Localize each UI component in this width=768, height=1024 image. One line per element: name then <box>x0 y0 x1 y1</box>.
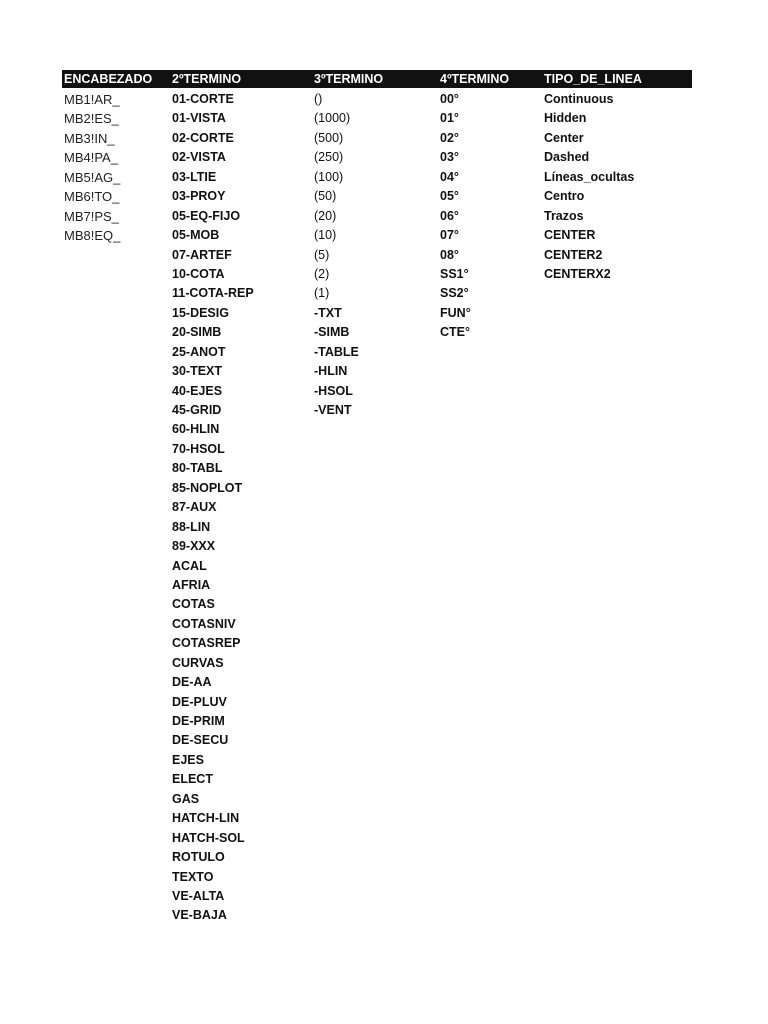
table-cell[interactable]: 02-CORTE <box>172 130 234 145</box>
table-cell[interactable]: 03-LTIE <box>172 169 217 184</box>
table-cell[interactable]: 10-COTA <box>172 266 225 281</box>
table-cell[interactable]: 07° <box>440 228 459 243</box>
table-cell[interactable]: 07-ARTEF <box>172 247 232 262</box>
table-cell[interactable]: MB3!IN_ <box>64 130 115 146</box>
table-cell[interactable]: Hidden <box>544 111 587 126</box>
table-cell[interactable]: 40-EJES <box>172 383 223 398</box>
column-tipo-de-linea <box>544 90 634 284</box>
table-cell[interactable]: 89-XXX <box>172 539 216 554</box>
table-cell[interactable]: 03° <box>440 150 459 165</box>
table-cell[interactable]: 00° <box>440 92 459 106</box>
column-4-termino <box>440 90 471 343</box>
table-cell[interactable]: (1) <box>314 286 330 301</box>
table-cell[interactable]: () <box>314 92 323 106</box>
table-cell[interactable]: CENTER <box>544 228 596 243</box>
table-cell[interactable]: MB2!ES_ <box>64 111 119 127</box>
table-cell[interactable]: Centro <box>544 189 585 204</box>
header-tipo-de-linea[interactable]: TIPO_DE_LINEA <box>544 72 642 86</box>
table-cell[interactable]: MB8!EQ_ <box>64 228 121 244</box>
table-cell[interactable]: VE-BAJA <box>172 908 227 923</box>
table-cell[interactable]: GAS <box>172 791 200 806</box>
table-cell[interactable]: -HLIN <box>314 364 348 379</box>
table-cell[interactable]: Líneas_ocultas <box>544 169 635 184</box>
table-cell[interactable]: -TABLE <box>314 344 359 359</box>
table-cell[interactable]: 45-GRID <box>172 403 222 417</box>
table-cell[interactable]: MB4!PA_ <box>64 150 118 166</box>
header-encabezado[interactable]: ENCABEZADO <box>64 72 153 86</box>
table-cell[interactable]: (50) <box>314 189 337 204</box>
table-cell[interactable]: HATCH-LIN <box>172 811 240 826</box>
table-cell[interactable]: MB6!TO_ <box>64 189 120 205</box>
table-cell[interactable]: MB7!PS_ <box>64 208 119 224</box>
table-cell[interactable]: (1000) <box>314 111 351 126</box>
table-cell[interactable]: (500) <box>314 130 344 145</box>
column-encabezado <box>64 90 120 246</box>
table-cell[interactable]: EJES <box>172 752 204 767</box>
table-cell[interactable]: (5) <box>314 247 330 262</box>
header-4-termino[interactable]: 4ºTERMINO <box>440 72 510 86</box>
table-cell[interactable]: 25-ANOT <box>172 344 226 359</box>
table-cell[interactable]: 70-HSOL <box>172 441 225 456</box>
table-cell[interactable]: 06° <box>440 208 459 223</box>
table-cell[interactable]: Continuous <box>544 92 614 106</box>
table-cell[interactable]: COTAS <box>172 597 215 612</box>
spreadsheet-table <box>62 70 692 923</box>
table-cell[interactable]: HATCH-SOL <box>172 830 245 845</box>
column-2-termino <box>172 90 254 926</box>
table-cell[interactable]: 11-COTA-REP <box>172 286 254 301</box>
header-row <box>62 70 692 88</box>
table-cell[interactable]: (100) <box>314 169 344 184</box>
table-cell[interactable]: 08° <box>440 247 459 262</box>
table-cell[interactable]: CTE° <box>440 325 470 340</box>
table-cell[interactable]: 85-NOPLOT <box>172 480 243 495</box>
header-2-termino[interactable]: 2ºTERMINO <box>172 72 242 86</box>
header-3-termino[interactable]: 3ºTERMINO <box>314 72 384 86</box>
table-cell[interactable]: SS1° <box>440 266 469 281</box>
table-cell[interactable]: 20-SIMB <box>172 325 222 340</box>
table-cell[interactable]: 03-PROY <box>172 189 226 204</box>
table-cell[interactable]: 05° <box>440 189 459 204</box>
table-cell[interactable]: CENTERX2 <box>544 266 611 281</box>
table-cell[interactable]: (10) <box>314 228 337 243</box>
table-cell[interactable]: 30-TEXT <box>172 364 223 379</box>
table-cell[interactable]: 02-VISTA <box>172 150 226 165</box>
table-cell[interactable]: DE-PRIM <box>172 714 225 728</box>
table-cell[interactable]: 15-DESIG <box>172 305 229 320</box>
table-cell[interactable]: -SIMB <box>314 325 350 340</box>
table-cell[interactable]: Trazos <box>544 208 584 223</box>
table-cell[interactable]: 87-AUX <box>172 500 217 515</box>
table-cell[interactable]: MB5!AG_ <box>64 169 121 185</box>
table-cell[interactable]: SS2° <box>440 286 469 301</box>
table-cell[interactable]: FUN° <box>440 305 471 320</box>
table-cell[interactable]: 01-CORTE <box>172 92 234 106</box>
table-cell[interactable]: 88-LIN <box>172 519 211 534</box>
table-cell[interactable]: -TXT <box>314 305 342 320</box>
table-cell[interactable]: Center <box>544 130 584 145</box>
table-cell[interactable]: 60-HLIN <box>172 422 220 437</box>
table-cell[interactable]: 01° <box>440 111 459 126</box>
table-cell[interactable]: COTASREP <box>172 636 241 651</box>
table-cell[interactable]: CURVAS <box>172 655 224 670</box>
table-cell[interactable]: (250) <box>314 150 344 165</box>
table-cell[interactable]: 05-EQ-FIJO <box>172 208 241 223</box>
table-cell[interactable]: VE-ALTA <box>172 888 225 903</box>
table-cell[interactable]: (2) <box>314 266 330 281</box>
table-cell[interactable]: DE-PLUV <box>172 694 227 709</box>
table-cell[interactable]: 04° <box>440 169 459 184</box>
table-cell[interactable]: (20) <box>314 208 337 223</box>
table-cell[interactable]: 02° <box>440 130 459 145</box>
column-3-termino <box>314 90 359 420</box>
table-cell[interactable]: TEXTO <box>172 869 214 884</box>
table-cell[interactable]: COTASNIV <box>172 616 236 631</box>
table-cell[interactable]: MB1!AR_ <box>64 92 120 107</box>
table-cell[interactable]: ACAL <box>172 558 207 573</box>
table-cell[interactable]: -HSOL <box>314 383 353 398</box>
table-cell[interactable]: DE-AA <box>172 675 212 690</box>
table-cell[interactable]: 01-VISTA <box>172 111 226 126</box>
table-cell[interactable]: ELECT <box>172 772 213 787</box>
table-cell[interactable]: 80-TABL <box>172 461 223 476</box>
table-cell[interactable]: Dashed <box>544 150 590 165</box>
table-cell[interactable]: ROTULO <box>172 850 225 865</box>
table-cell[interactable]: -VENT <box>314 403 352 417</box>
table-cell[interactable]: 05-MOB <box>172 228 220 243</box>
table-cell[interactable]: AFRIA <box>172 577 211 592</box>
table-cell[interactable]: CENTER2 <box>544 247 603 262</box>
table-cell[interactable]: DE-SECU <box>172 733 229 748</box>
